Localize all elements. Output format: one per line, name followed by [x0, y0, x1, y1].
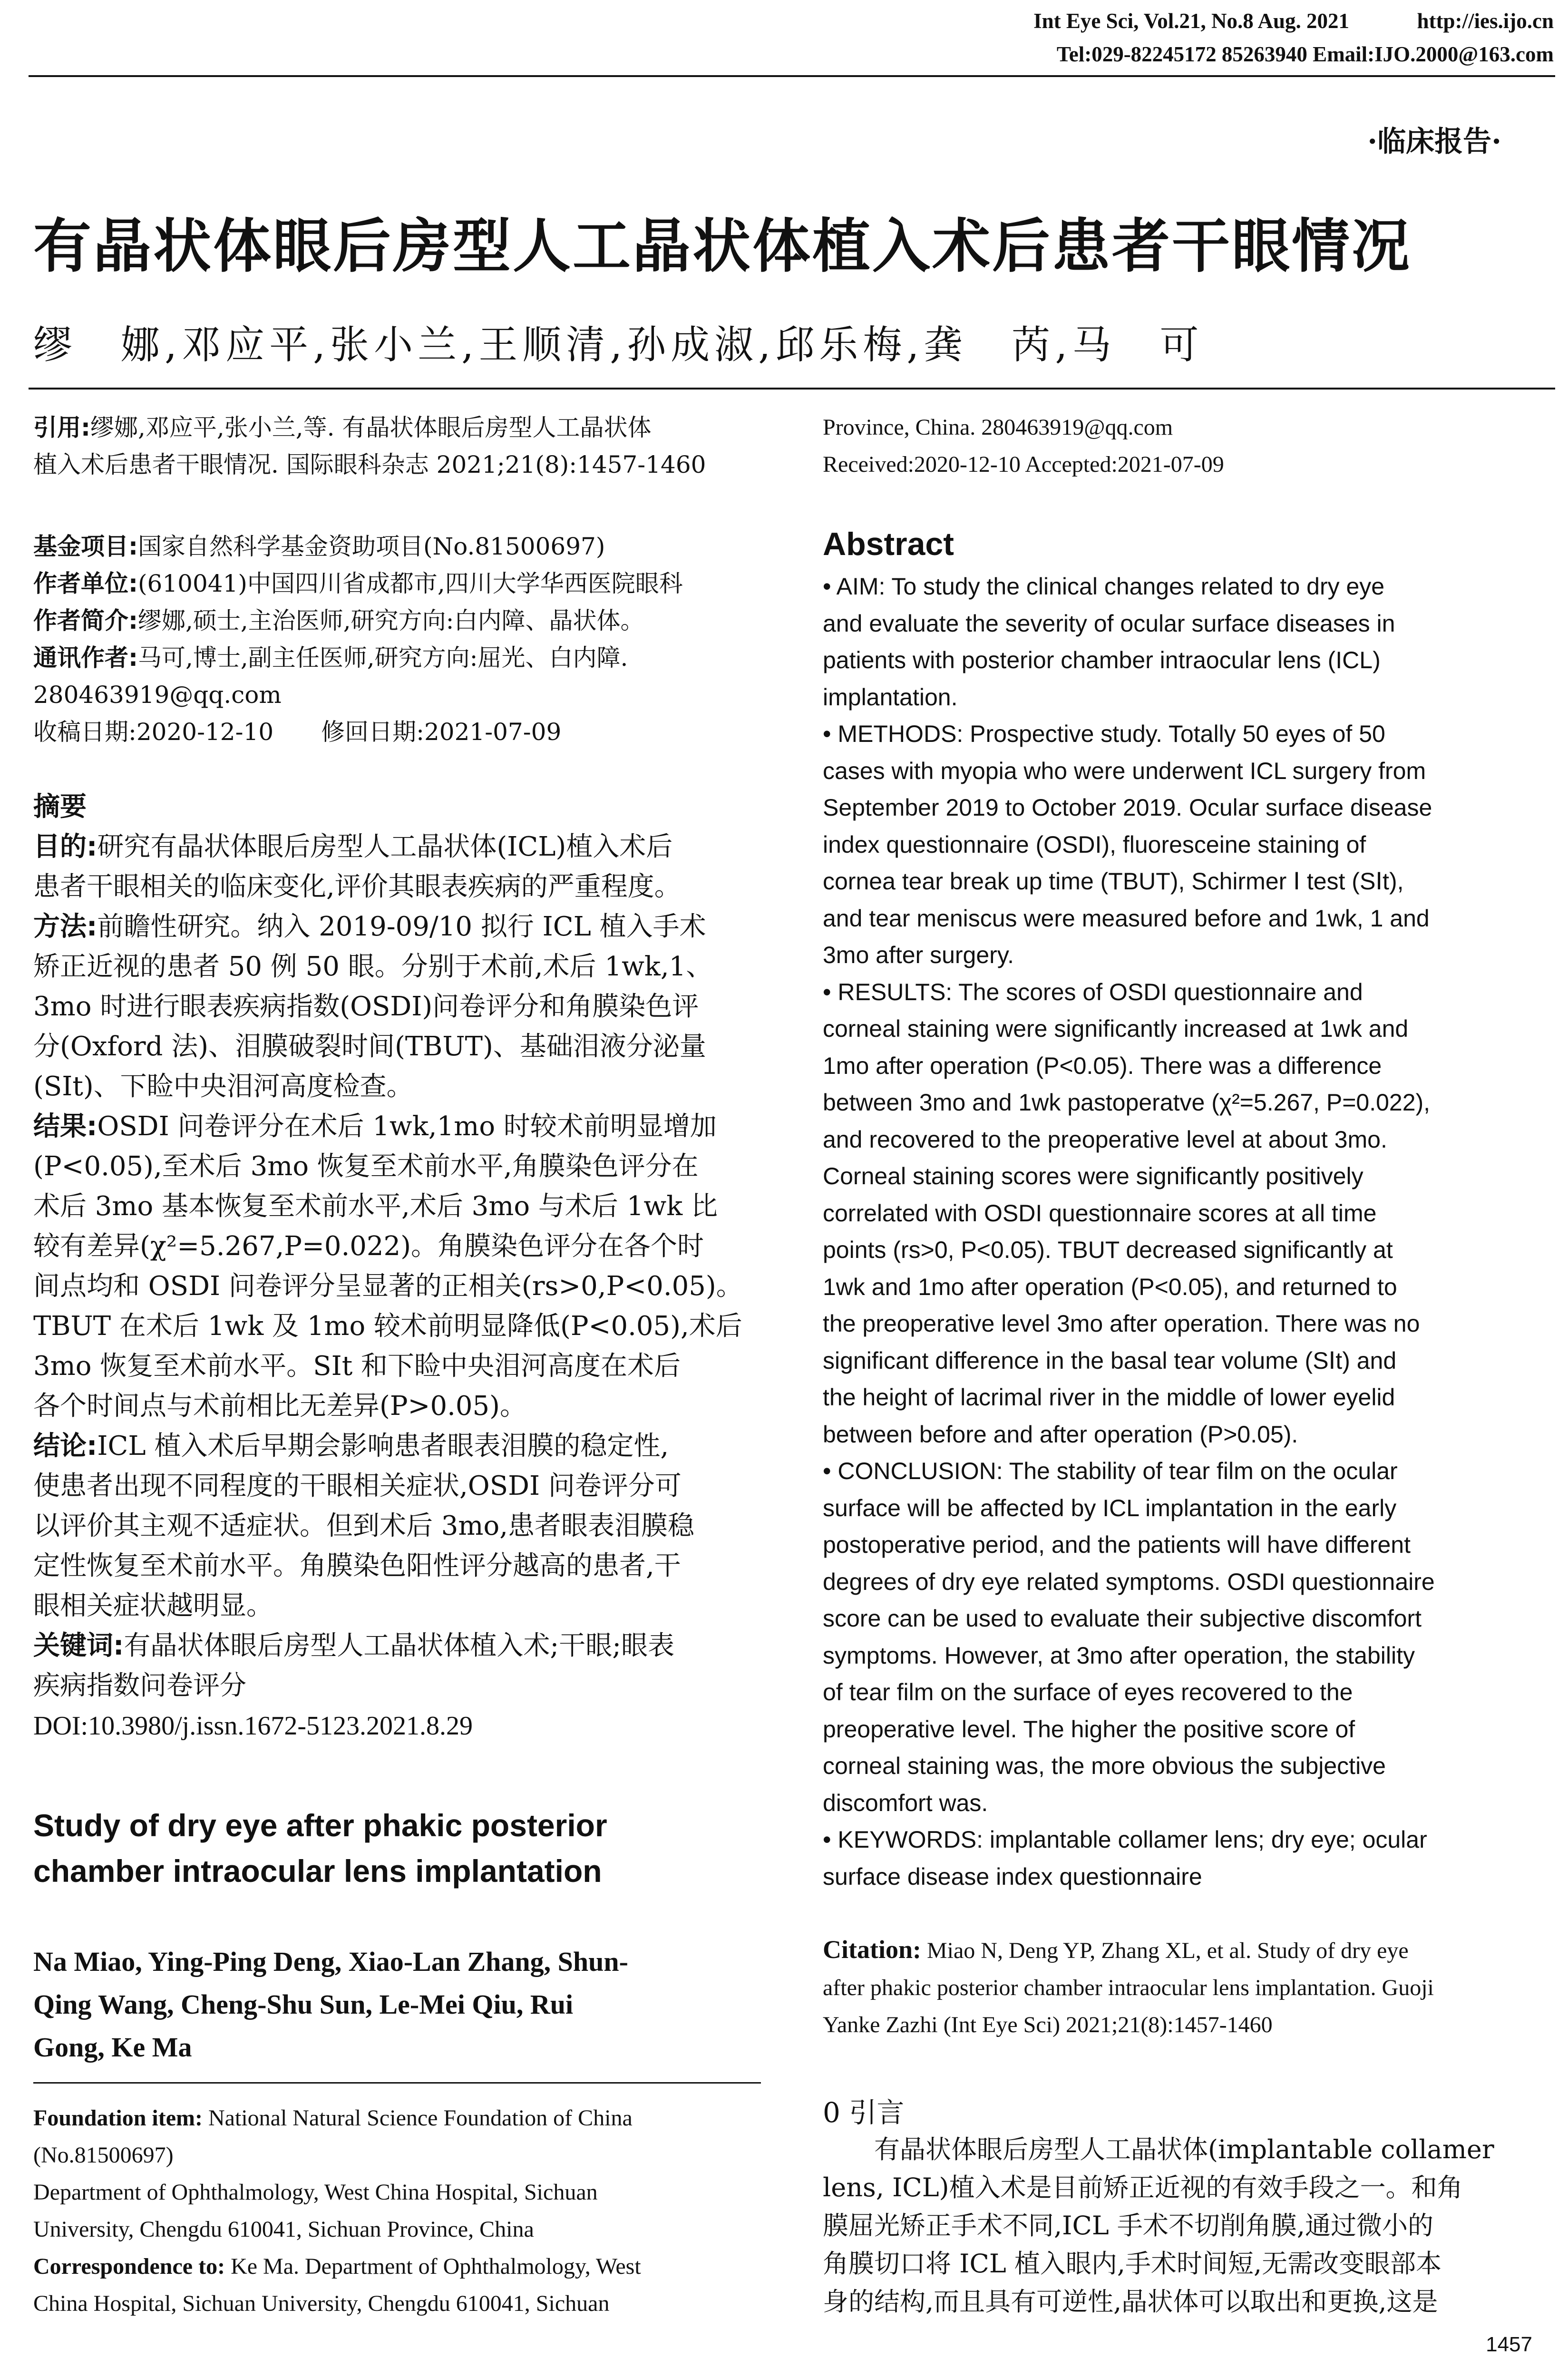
authors-rule [33, 2082, 761, 2084]
results-line: 3mo 恢复至术前水平。SⅠt 和下睑中央泪河高度在术后 [33, 1351, 681, 1382]
methods-line: (SⅠt)、下睑中央泪河高度检查。 [33, 1071, 413, 1102]
aim-en-line: implantation. [823, 683, 958, 711]
correspondence-text: Ke Ma. Department of Ophthalmology, West [225, 2254, 641, 2279]
keywords-line: 疾病指数问卷评分 [33, 1670, 246, 1701]
intro-line: 膜屈光矫正手术不同,ICL 手术不切削角膜,通过微小的 [823, 2211, 1434, 2241]
aim-en-line: patients with posterior chamber intraocular lens (ICL) [823, 647, 1381, 673]
citation-en-line: after phakic posterior chamber intraocular lens implantation. Guoji [823, 1975, 1434, 2000]
results-line: 间点均和 OSDI 问卷评分呈显著的正相关(rs>0,P<0.05)。 [33, 1271, 743, 1302]
corr-text: 马可,博士,副主任医师,研究方向:屈光、白内障. [138, 644, 628, 672]
fund-label: 基金项目: [33, 533, 138, 560]
bio-label: 作者简介: [33, 607, 138, 634]
keywords-en-line: • KEYWORDS: implantable collamer lens; dry eye; ocular [823, 1826, 1427, 1853]
aim-line: 研究有晶状体眼后房型人工晶状体(ICL)植入术后 [97, 831, 673, 862]
aim-line: 患者干眼相关的临床变化,评价其眼表疾病的严重程度。 [33, 871, 681, 902]
results-en-line: significant difference in the basal tear volume (SⅠt) and [823, 1347, 1397, 1374]
results-label-cn: 结果: [33, 1111, 97, 1142]
correspondence-label: Correspondence to: [33, 2254, 225, 2279]
conclusion-en-line: score can be used to evaluate their subjective discomfort [823, 1605, 1422, 1632]
intro-text [823, 2131, 1555, 2321]
results-line: 各个时间点与术前相比无差异(P>0.05)。 [33, 1391, 526, 1422]
methods-en-line: cornea tear break up time (TBUT), Schirmer Ⅰ test (SⅠt), [823, 868, 1404, 895]
received-accepted: Received:2020-12-10 Accepted:2021-07-09 [823, 452, 1224, 477]
keywords-line: 有晶状体眼后房型人工晶状体植入术;干眼;眼表 [124, 1630, 675, 1661]
abstract-en [823, 568, 1555, 1895]
unit-text: (610041)中国四川省成都市,四川大学华西医院眼科 [138, 570, 683, 597]
foundation-label: Foundation item: [33, 2105, 203, 2131]
results-en-line: correlated with OSDI questionnaire scores at all time [823, 1199, 1377, 1227]
bio-text: 缪娜,硕士,主治医师,研究方向:白内障、晶状体。 [138, 607, 644, 634]
authors-en-line: Na Miao, Ying-Ping Deng, Xiao-Lan Zhang, Shun- [33, 1946, 628, 1977]
conclusion-en-line: symptoms. However, at 3mo after operation, the stability [823, 1642, 1415, 1669]
intro-line: 身的结构,而且具有可逆性,晶状体可以取出和更换,这是 [823, 2287, 1438, 2317]
abstract-cn-heading: 摘要 [33, 791, 87, 822]
foundation-text-2: (No.81500697) [33, 2143, 174, 2168]
authors-en-line: Gong, Ke Ma [33, 2032, 192, 2063]
results-en-line: points (rs>0, P<0.05). TBUT decreased significantly at [823, 1237, 1393, 1263]
article-meta-cn [33, 528, 766, 750]
dept-line: Department of Ophthalmology, West China Hospital, Sichuan [33, 2180, 598, 2205]
journal-header [745, 9, 1554, 33]
citation-block-cn [33, 409, 766, 483]
citation-en [823, 1931, 1555, 2044]
methods-en-line: September 2019 to October 2019. Ocular surface disease [823, 794, 1432, 821]
citation-label: 引用: [33, 414, 90, 441]
right-meta [823, 409, 1555, 483]
section-label: ·临床报告· [1367, 125, 1501, 158]
foundation-block [33, 2100, 766, 2322]
intro-line: lens, ICL)植入术是目前矫正近视的有效手段之一。和角 [823, 2172, 1463, 2202]
methods-line: 分(Oxford 法)、泪膜破裂时间(TBUT)、基础泪液分泌量 [33, 1031, 706, 1062]
unit-label: 作者单位: [33, 570, 138, 597]
conclusion-en-line: corneal staining was, the more obvious the subjective [823, 1753, 1386, 1779]
authors-cn: 缪 娜,邓应平,张小兰,王顺清,孙成淑,邱乐梅,龚 芮,马 可 [33, 322, 1204, 368]
dept-line: University, Chengdu 610041, Sichuan Province, China [33, 2217, 534, 2242]
results-line: OSDI 问卷评分在术后 1wk,1mo 时较术前明显增加 [97, 1111, 717, 1142]
abstract-cn [33, 787, 766, 1746]
results-en-line: between before and after operation (P>0.05). [823, 1421, 1298, 1448]
conclusion-en-line: discomfort was. [823, 1789, 988, 1816]
aim-en-line: • AIM: To study the clinical changes related to dry eye [823, 573, 1385, 600]
journal-contact: Tel:029-82245172 85263940 Email:IJO.2000@163.com [1056, 42, 1554, 66]
conclusion-en-line: of tear film on the surface of eyes recovered to the [823, 1679, 1353, 1705]
foundation-text: National Natural Science Foundation of China [203, 2105, 633, 2131]
results-line: 术后 3mo 基本恢复至术前水平,术后 3mo 与术后 1wk 比 [33, 1191, 718, 1222]
methods-en-line: and tear meniscus were measured before and 1wk, 1 and [823, 905, 1430, 932]
conclusion-en-line: preoperative level. The higher the positive score of [823, 1715, 1355, 1743]
aim-en-line: and evaluate the severity of ocular surface diseases in [823, 610, 1395, 637]
title-en-line: Study of dry eye after phakic posterior [33, 1808, 607, 1843]
dates-cn: 收稿日期:2020-12-10 修回日期:2021-07-09 [33, 718, 562, 746]
journal-url: http://ies.ijo.cn [1417, 9, 1554, 33]
header-rule [29, 75, 1555, 77]
correspondence-text-2: China Hospital, Sichuan University, Chengdu 610041, Sichuan [33, 2291, 610, 2316]
citation-text: 缪娜,邓应平,张小兰,等. 有晶状体眼后房型人工晶状体 [90, 414, 652, 441]
fund-text: 国家自然科学基金资助项目(No.81500697) [138, 533, 605, 560]
page-number: 1457 [1486, 2333, 1532, 2356]
intro-heading: 0 引言 [823, 2096, 905, 2129]
methods-en-line: cases with myopia who were underwent ICL surgery from [823, 757, 1426, 784]
conclusion-line: 使患者出现不同程度的干眼相关症状,OSDI 问卷评分可 [33, 1471, 682, 1501]
journal-info: Int Eye Sci, Vol.21, No.8 Aug. 2021 [1033, 9, 1349, 33]
results-line: (P<0.05),至术后 3mo 恢复至术前水平,角膜染色评分在 [33, 1151, 699, 1182]
conclusion-en-line: degrees of dry eye related symptoms. OSDI questionnaire [823, 1568, 1435, 1595]
results-en-line: 1mo after operation (P<0.05). There was a difference [823, 1052, 1382, 1079]
results-en-line: the preoperative level 3mo after operation. There was no [823, 1310, 1420, 1337]
results-en-line: • RESULTS: The scores of OSDI questionnaire and [823, 978, 1363, 1005]
citation-en-label: Citation: [823, 1935, 921, 1964]
results-en-line: corneal staining were significantly increased at 1wk and [823, 1015, 1409, 1042]
conclusion-line: 定性恢复至术前水平。角膜染色阳性评分越高的患者,干 [33, 1550, 681, 1581]
methods-line: 矫正近视的患者 50 例 50 眼。分别于术前,术后 1wk,1、 [33, 951, 713, 982]
results-en-line: between 3mo and 1wk pastoperatve (χ²=5.267, P=0.022), [823, 1089, 1431, 1116]
title-rule [29, 388, 1555, 390]
conclusion-en-line: • CONCLUSION: The stability of tear film on the ocular [823, 1458, 1398, 1484]
results-line: 较有差异(χ²=5.267,P=0.022)。角膜染色评分在各个时 [33, 1231, 704, 1262]
corr-email: 280463919@qq.com [33, 681, 282, 709]
citation-en-line: Miao N, Deng YP, Zhang XL, et al. Study of dry eye [921, 1938, 1409, 1963]
keywords-label-cn: 关键词: [33, 1630, 124, 1661]
methods-line: 前瞻性研究。纳入 2019-09/10 拟行 ICL 植入手术 [97, 911, 706, 942]
aim-label-cn: 目的: [33, 831, 97, 862]
citation-en-line: Yanke Zazhi (Int Eye Sci) 2021;21(8):1457-1460 [823, 2012, 1273, 2037]
authors-en-line: Qing Wang, Cheng-Shu Sun, Le-Mei Qiu, Rui [33, 1989, 574, 2020]
conclusion-line: ICL 植入术后早期会影响患者眼表泪膜的稳定性, [97, 1431, 669, 1461]
results-en-line: the height of lacrimal river in the middle of lower eyelid [823, 1384, 1395, 1411]
title-en-line: chamber intraocular lens implantation [33, 1853, 602, 1889]
results-en-line: and recovered to the preoperative level at about 3mo. [823, 1126, 1387, 1153]
authors-en [33, 1940, 766, 2069]
methods-en-line: index questionnaire (OSDI), fluoresceine staining of [823, 831, 1366, 858]
methods-label-cn: 方法: [33, 911, 97, 942]
results-line: TBUT 在术后 1wk 及 1mo 较术前明显降低(P<0.05),术后 [33, 1311, 742, 1342]
results-en-line: 1wk and 1mo after operation (P<0.05), and returned to [823, 1273, 1397, 1300]
conclusion-line: 以评价其主观不适症状。但到术后 3mo,患者眼表泪膜稳 [33, 1510, 695, 1541]
conclusion-en-line: postoperative period, and the patients will have different [823, 1531, 1411, 1558]
province-email: Province, China. 280463919@qq.com [823, 415, 1173, 440]
doi: DOI:10.3980/j.issn.1672-5123.2021.8.29 [33, 1711, 473, 1741]
conclusion-line: 眼相关症状越明显。 [33, 1590, 273, 1621]
methods-line: 3mo 时进行眼表疾病指数(OSDI)问卷评分和角膜染色评 [33, 991, 699, 1022]
abstract-en-heading: Abstract [823, 526, 954, 562]
results-en-line: Corneal staining scores were significantly positively [823, 1163, 1363, 1189]
conclusion-label-cn: 结论: [33, 1431, 97, 1461]
conclusion-en-line: surface will be affected by ICL implantation in the early [823, 1494, 1397, 1521]
corr-label: 通讯作者: [33, 644, 138, 672]
methods-en-line: 3mo after surgery. [823, 942, 1014, 968]
intro-line: 角膜切口将 ICL 植入眼内,手术时间短,无需改变眼部本 [823, 2249, 1442, 2279]
intro-line: 有晶状体眼后房型人工晶状体(implantable collamer [823, 2134, 1494, 2164]
keywords-en-line: surface disease index questionnaire [823, 1863, 1202, 1890]
methods-en-line: • METHODS: Prospective study. Totally 50 eyes of 50 [823, 721, 1385, 747]
citation-text-2: 植入术后患者干眼情况. 国际眼科杂志 2021;21(8):1457-1460 [33, 451, 706, 478]
article-title-cn: 有晶状体眼后房型人工晶状体植入术后患者干眼情况 [33, 212, 1412, 280]
article-title-en [33, 1802, 766, 1894]
